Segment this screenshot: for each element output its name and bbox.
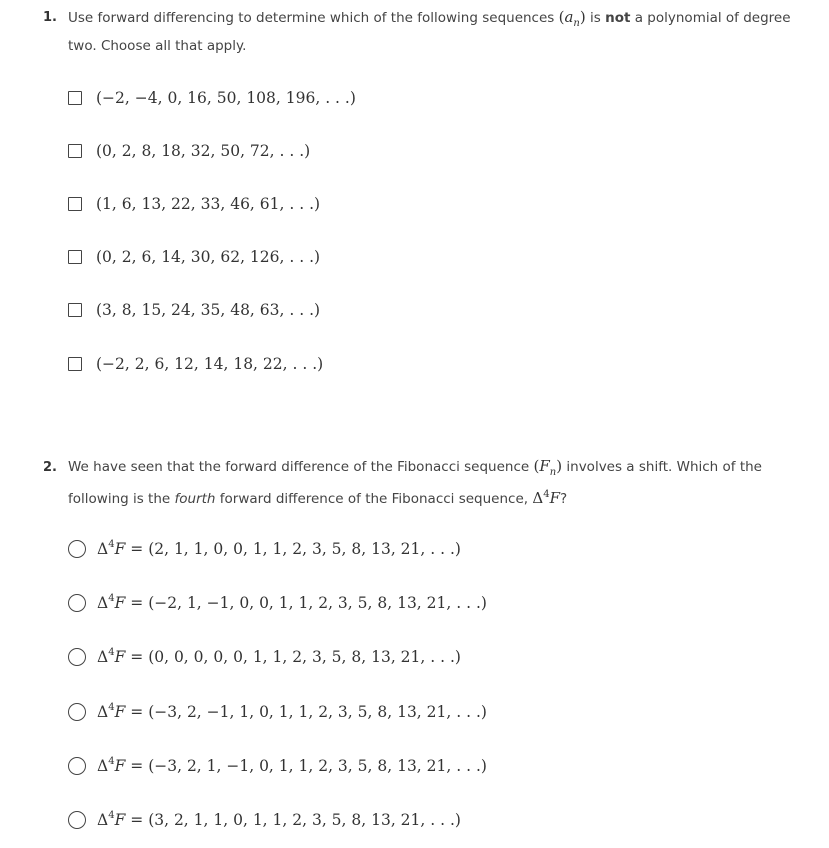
checkbox-icon[interactable] xyxy=(68,357,82,371)
checkbox-icon[interactable] xyxy=(68,250,82,264)
option-radio-4[interactable] xyxy=(68,700,487,724)
checkbox-icon[interactable] xyxy=(68,91,82,105)
option-label: $\Delta^4F = (2$, 1, 1, 0, 0, 1, 1, 2, 3, 5, 8, 13, 21, . . .) xyxy=(97,538,461,559)
option-radio-2[interactable] xyxy=(68,591,487,615)
sequence-symbol: $(F_n)$ xyxy=(533,457,563,478)
radio-icon[interactable] xyxy=(68,540,86,558)
checkbox-icon[interactable] xyxy=(68,144,82,158)
prompt-text: a polynomial of degree two. Choose all that apply. xyxy=(68,10,791,54)
option-label: $\Delta^4F = (-2$, 1, −1, 0, 0, 1, 1, 2, 3, 5, 8, 13, 21, . . .) xyxy=(97,592,487,613)
option-radio-6[interactable] xyxy=(68,808,461,832)
prompt-text: is xyxy=(585,10,606,26)
sequence-symbol: $(a_n)$ xyxy=(558,8,586,29)
checkbox-icon[interactable] xyxy=(68,197,82,211)
question-number: 1. xyxy=(43,10,57,25)
prompt-text: forward difference of the Fibonacci sequence, xyxy=(215,491,533,507)
radio-icon[interactable] xyxy=(68,757,86,775)
question-number: 2. xyxy=(43,460,57,475)
option-label: (0, 2, 6, 14, 30, 62, 126, . . .) xyxy=(96,248,321,266)
question-prompt xyxy=(68,6,820,57)
checkbox-icon[interactable] xyxy=(68,303,82,317)
radio-icon[interactable] xyxy=(68,594,86,612)
option-radio-3[interactable] xyxy=(68,645,461,669)
radio-icon[interactable] xyxy=(68,811,86,829)
option-label: (−2, −4, 0, 16, 50, 108, 196, . . .) xyxy=(96,89,356,107)
radio-icon[interactable] xyxy=(68,703,86,721)
option-label: $\Delta^4F = (3$, 2, 1, 1, 0, 1, 1, 2, 3, 5, 8, 13, 21, . . .) xyxy=(97,809,461,830)
option-label: $\Delta^4F = (-3$, 2, −1, 1, 0, 1, 1, 2, 3, 5, 8, 13, 21, . . .) xyxy=(97,701,487,722)
option-label: (3, 8, 15, 24, 35, 48, 63, . . .) xyxy=(96,301,321,319)
option-label: $\Delta^4F = (0$, 0, 0, 0, 0, 1, 1, 2, 3, 5, 8, 13, 21, . . .) xyxy=(97,646,461,667)
difference-symbol: $\Delta^4F$ xyxy=(532,489,560,507)
option-radio-5[interactable] xyxy=(68,754,487,778)
option-checkbox-2[interactable] xyxy=(68,139,310,163)
prompt-text: ? xyxy=(560,491,568,507)
prompt-text: Use forward differencing to determine which of the following sequences xyxy=(68,10,559,26)
prompt-text: involves a shift. Which of the following is the xyxy=(68,459,762,507)
option-label: (1, 6, 13, 22, 33, 46, 61, . . .) xyxy=(96,195,321,213)
option-checkbox-4[interactable] xyxy=(68,245,320,269)
option-checkbox-3[interactable] xyxy=(68,192,320,216)
option-label: (0, 2, 8, 18, 32, 50, 72, . . .) xyxy=(96,142,311,160)
option-checkbox-1[interactable] xyxy=(68,86,356,110)
option-radio-1[interactable] xyxy=(68,537,461,561)
prompt-text: We have seen that the forward difference of the Fibonacci sequence xyxy=(68,459,534,475)
prompt-emphasis: not xyxy=(605,10,631,26)
option-label: (−2, 2, 6, 12, 14, 18, 22, . . .) xyxy=(96,355,324,373)
question-prompt xyxy=(68,455,820,510)
radio-icon[interactable] xyxy=(68,648,86,666)
option-label: $\Delta^4F = (-3$, 2, 1, −1, 0, 1, 1, 2, 3, 5, 8, 13, 21, . . .) xyxy=(97,755,487,776)
option-checkbox-5[interactable] xyxy=(68,298,320,322)
option-checkbox-6[interactable] xyxy=(68,352,323,376)
prompt-emphasis: fourth xyxy=(174,491,216,507)
